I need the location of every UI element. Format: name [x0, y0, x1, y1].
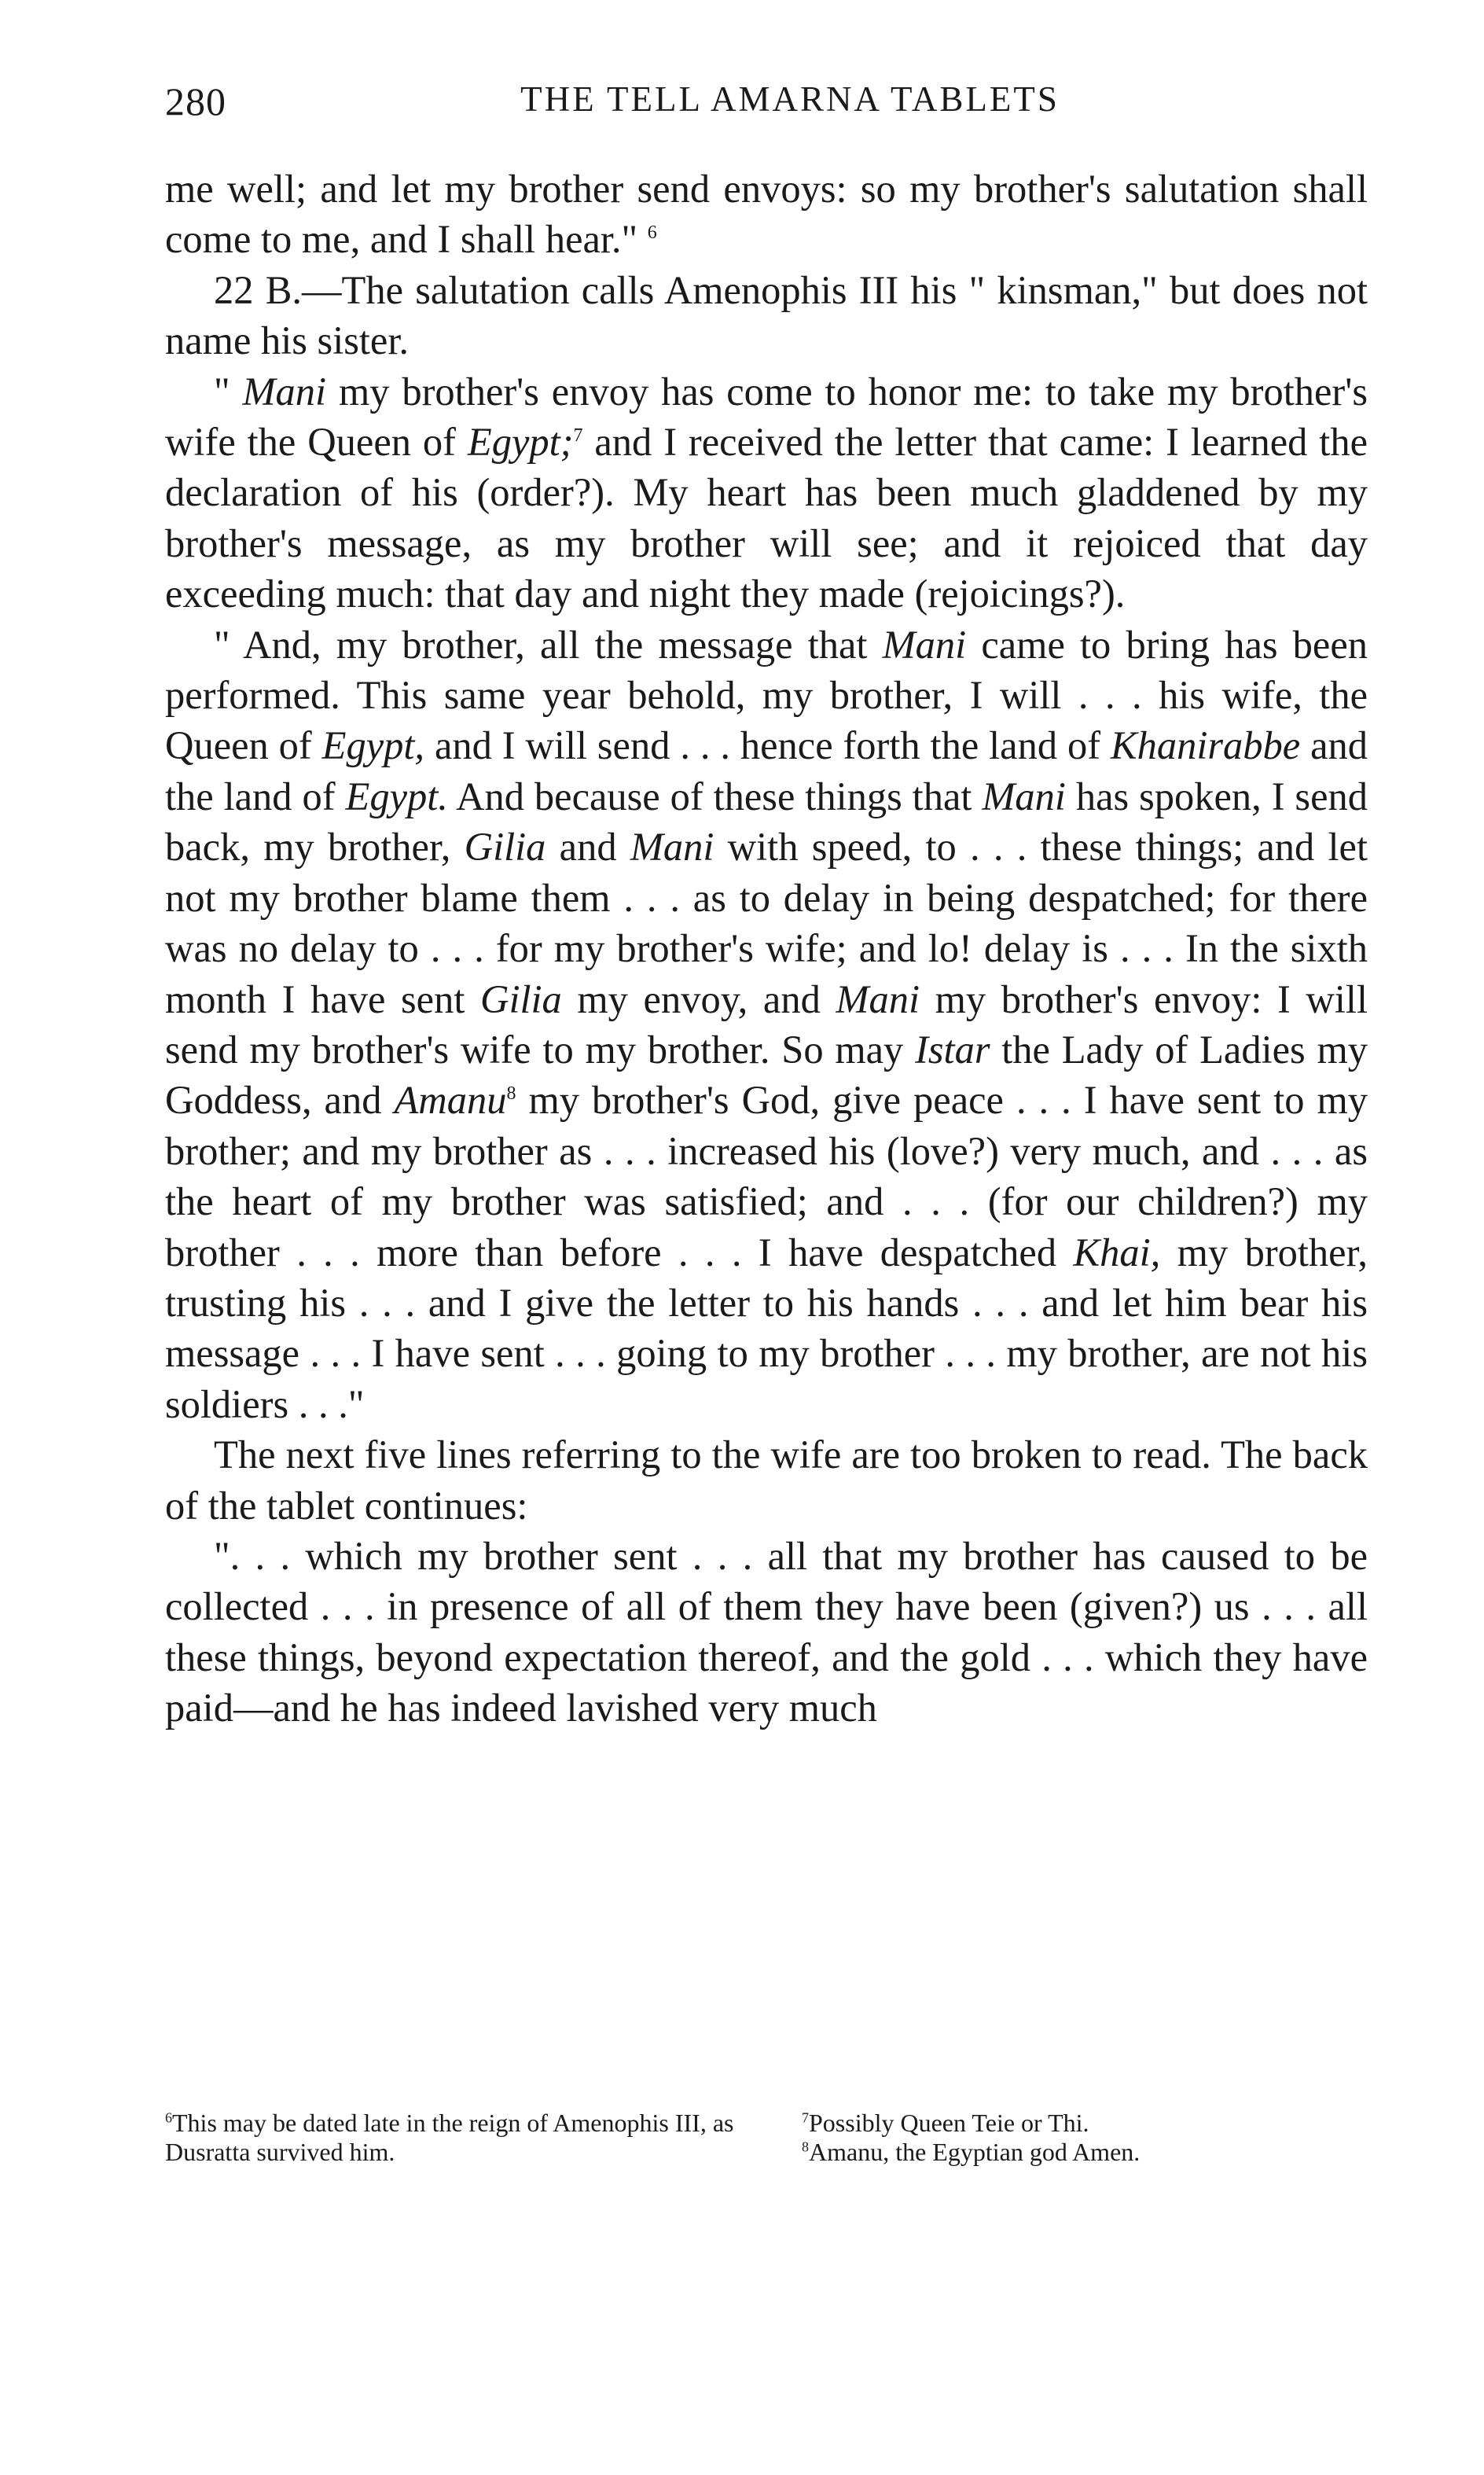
footnote-text: This may be dated late in the reign of Amenophis III, as Dusratta survived him.: [165, 2109, 734, 2166]
footnote-text: Amanu, the Egyptian god Amen.: [809, 2138, 1141, 2166]
p4-part-k: the Lady of Ladies my Goddess, and: [165, 1027, 1368, 1123]
p4-part-m: my brother, trusting his . . . and I give the letter to his hands . . . and let him bear his message . . . I have sent . . . going to my brother . . . my brother, are not his soldiers . . .": [165, 1230, 1368, 1426]
footnote-6: [165, 2109, 762, 2167]
p3-part-a: ": [214, 369, 243, 414]
name-mani: Mani: [882, 622, 967, 667]
footnote-ref-6: 6: [647, 222, 657, 244]
name-egypt: Egypt,: [321, 723, 425, 768]
name-khanirabbe: Khanirabbe: [1110, 723, 1301, 768]
name-amanu: Amanu: [394, 1078, 507, 1123]
p4-part-h: with speed, to . . . these things; and let not my brother blame them . . . as to delay in being despatched; for there was no delay to . . . for my brother's wife; and lo! delay is . . . In the sixth month I have sent: [165, 825, 1368, 1021]
p3-part-c: and I received the letter that came: I learned the declaration of his (order?). My heart has been much gladdened by my brother's message, as my brother will see; and it rejoiced that day exceeding much: that day and night they made (rejoicings?).: [165, 420, 1368, 616]
name-khai: Khai,: [1073, 1230, 1161, 1274]
running-head: [165, 79, 1368, 134]
footnotes-right-column: [802, 2109, 1368, 2167]
p4-part-e: And because of these things that: [447, 774, 983, 818]
p4-part-j: my brother's envoy: I will send my brother's wife to my brother. So may: [165, 976, 1368, 1072]
name-mani: Mani: [242, 369, 327, 414]
footnote-mark: 8: [802, 2139, 809, 2155]
footnote-ref-7: 7: [573, 425, 583, 447]
footnote-mark: 6: [165, 2109, 172, 2126]
name-mani: Mani: [836, 976, 920, 1021]
name-istar: Istar: [915, 1027, 990, 1072]
paragraph-1: [165, 164, 1368, 265]
name-gilia: Gilia: [479, 976, 562, 1021]
page-number: 280: [165, 79, 226, 123]
paragraph-4: [165, 620, 1368, 1430]
paragraph-2: 22 B.—The salutation calls Amenophis III his " kinsman," but does not name his sister.: [165, 267, 1368, 363]
p4-part-c: and I will send . . . hence forth the land of: [424, 723, 1111, 768]
paragraph-6: ". . . which my brother sent . . . all that my brother has caused to be collected . . . in presence of all of them they have been (given?) us . . . all these things, beyond expectation thereof, and the gold . . . which they have paid—and he has indeed lavished very much: [165, 1533, 1368, 1730]
name-gilia: Gilia: [464, 825, 546, 870]
name-mani: Mani: [982, 774, 1066, 818]
p4-part-a: " And, my brother, all the message that: [214, 622, 883, 667]
p4-part-b: came to bring has been performed. This same year behold, my brother, I will . . . his wife, the Queen of: [165, 622, 1368, 768]
footnote-text: Possibly Queen Teie or Thi.: [809, 2109, 1089, 2137]
p4-part-d: and the land of: [165, 723, 1368, 818]
body-text: [165, 164, 1368, 1734]
p4-part-l: my brother's God, give peace . . . I have sent to my brother; and my brother as . . . increased his (love?) very much, and . . . as the heart of my brother was satisfied; and . . . (for our children?) my brother . . . more than before . . . I have despatched: [165, 1078, 1368, 1274]
running-title: THE TELL AMARNA TABLETS: [520, 79, 1060, 119]
name-egypt: Egypt.: [345, 774, 448, 818]
p3-part-b: my brother's envoy has come to honor me: to take my brother's wife the Queen of: [165, 369, 1368, 465]
footnote-ref-8: 8: [506, 1083, 516, 1105]
paragraph-5: The next five lines referring to the wife are too broken to read. The back of the tablet continues:: [165, 1432, 1368, 1528]
footnote-7: [802, 2109, 1368, 2138]
p4-part-i: my envoy, and: [561, 976, 836, 1021]
paragraph-1-text: me well; and let my brother send envoys: so my brother's salutation shall come to me, and I shall hear.": [165, 167, 1368, 262]
p4-part-f: has spoken, I send back, my brother,: [165, 774, 1368, 870]
p4-part-g: and: [545, 825, 630, 870]
footnote-mark: 7: [802, 2109, 809, 2126]
footnote-8: [802, 2138, 1368, 2167]
name-egypt: Egypt;: [467, 420, 574, 465]
name-mani: Mani: [630, 825, 714, 870]
paragraph-3: [165, 366, 1368, 620]
